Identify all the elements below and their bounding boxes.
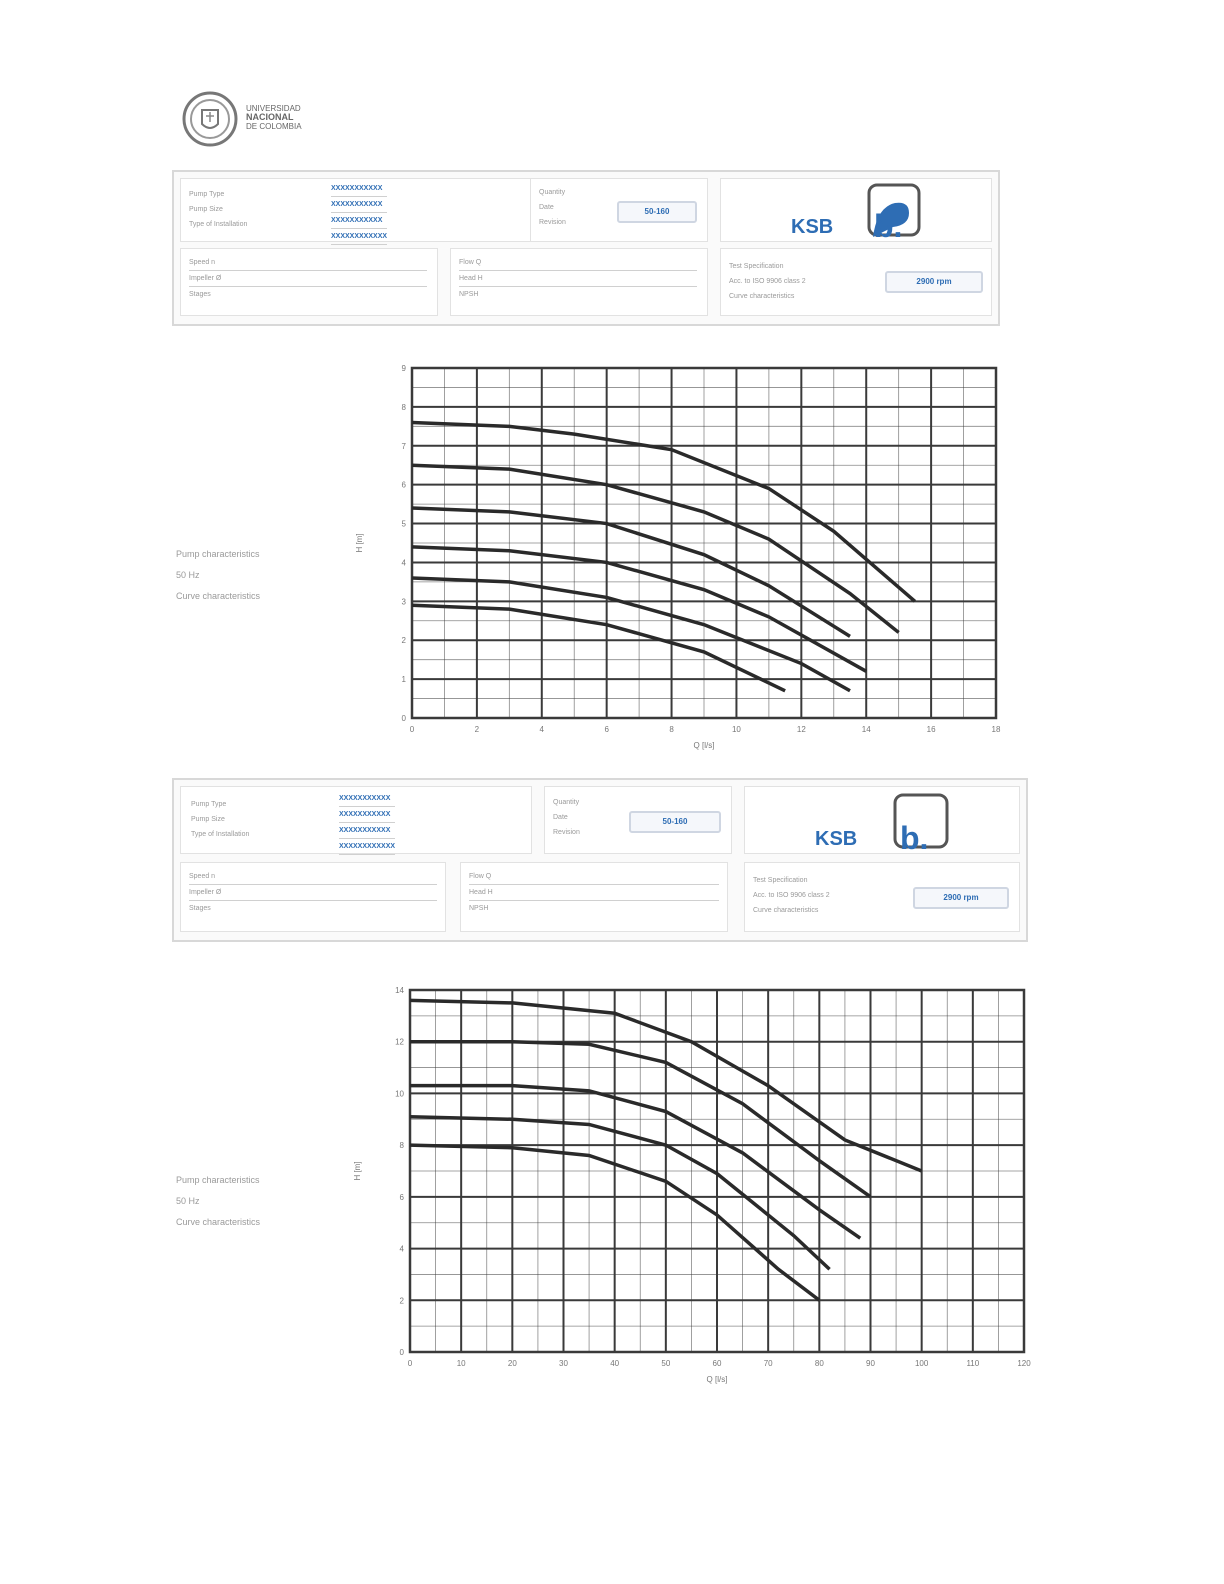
speed-value: 2900 rpm <box>913 887 1009 909</box>
field-label: Pump Type <box>191 801 227 808</box>
field-value: XXXXXXXXXXX <box>339 791 395 807</box>
brand-cell <box>744 786 1020 854</box>
series-line <box>412 605 785 691</box>
side-line: 50 Hz <box>176 1196 200 1206</box>
side-line: Pump characteristics <box>176 1175 260 1185</box>
svg-text:KSB: KSB <box>815 828 858 850</box>
note-label: Acc. to ISO 9906 class 2 <box>729 278 806 285</box>
y-axis-title: H [m] <box>355 533 364 553</box>
field-value: XXXXXXXXXXX <box>339 807 395 823</box>
operating-cell-1 <box>180 862 446 932</box>
side-line: Pump characteristics <box>176 549 260 559</box>
x-tick-label: 4 <box>539 725 545 734</box>
note-label: Acc. to ISO 9906 class 2 <box>753 892 830 899</box>
op-label: Speed n <box>189 869 437 885</box>
field-value: XXXXXXXXXXXX <box>339 839 395 855</box>
op-label: Head H <box>469 885 719 901</box>
y-tick-label: 6 <box>401 480 406 490</box>
op-label: Stages <box>189 291 211 298</box>
svg-text:KSB: KSB <box>791 216 834 238</box>
operating-cell-2 <box>450 248 708 316</box>
logo-line: UNIVERSIDAD <box>246 104 301 113</box>
logo-line: NACIONAL <box>246 112 294 122</box>
op-label: Impeller Ø <box>189 885 437 901</box>
x-tick-label: 0 <box>409 725 415 734</box>
pump-curve-chart-2 <box>340 972 1040 1392</box>
x-tick-label: 20 <box>507 1359 517 1368</box>
pump-curve-chart-1 <box>340 352 1020 752</box>
pump-info-cell <box>180 786 532 854</box>
seal-logo-icon <box>180 86 240 152</box>
ksb-logo-icon <box>721 179 991 241</box>
y-tick-label: 0 <box>401 714 406 723</box>
x-tick-label: 50 <box>661 1359 671 1368</box>
field-value: XXXXXXXXXXXX <box>331 229 387 245</box>
chart-side-label-2 <box>176 1170 260 1233</box>
op-label: Impeller Ø <box>189 271 427 287</box>
qty-label: Revision <box>539 219 566 226</box>
field-label: Type of Installation <box>189 221 248 228</box>
y-tick-label: 8 <box>401 402 406 412</box>
quantity-cell <box>544 786 732 854</box>
y-tick-label: 12 <box>395 1037 404 1047</box>
field-label: Pump Size <box>191 816 225 823</box>
y-tick-label: 1 <box>401 675 406 685</box>
x-tick-label: 100 <box>914 1359 929 1368</box>
qty-label: Quantity <box>553 799 580 806</box>
x-tick-label: 14 <box>861 725 871 734</box>
y-tick-label: 4 <box>401 558 406 568</box>
x-tick-label: 10 <box>456 1359 466 1368</box>
side-line: Curve characteristics <box>176 591 261 601</box>
y-tick-label: 2 <box>399 1296 404 1306</box>
x-tick-label: 10 <box>731 725 741 734</box>
field-value: XXXXXXXXXXX <box>331 197 387 213</box>
y-tick-label: 6 <box>399 1192 404 1202</box>
field-label: Type of Installation <box>191 831 250 838</box>
y-tick-label: 4 <box>399 1244 404 1254</box>
university-logo <box>180 86 350 152</box>
quantity-cell <box>530 178 708 242</box>
y-tick-label: 8 <box>399 1141 404 1151</box>
x-tick-label: 12 <box>796 725 806 734</box>
x-tick-label: 18 <box>991 725 1001 734</box>
svg-text:b.: b. <box>874 208 903 241</box>
x-tick-label: 40 <box>610 1359 620 1368</box>
x-tick-label: 2 <box>474 725 480 734</box>
y-tick-label: 9 <box>401 364 406 373</box>
quantity-value: 50-160 <box>617 201 697 223</box>
op-label: NPSH <box>459 291 479 298</box>
x-tick-label: 8 <box>669 725 674 734</box>
field-value: XXXXXXXXXXX <box>331 213 387 229</box>
y-tick-label: 2 <box>401 636 406 646</box>
datasheet-header-1 <box>172 170 1000 326</box>
side-line: 50 Hz <box>176 570 200 580</box>
qty-label: Revision <box>553 829 580 836</box>
note-label: Curve characteristics <box>729 293 795 300</box>
note-label: Test Specification <box>753 877 808 884</box>
field-label: Pump Type <box>189 191 225 198</box>
note-cell <box>744 862 1020 932</box>
x-axis-title: Q [l/s] <box>693 741 715 750</box>
x-tick-label: 120 <box>1017 1359 1031 1368</box>
side-line: Curve characteristics <box>176 1217 261 1227</box>
logo-line: DE COLOMBIA <box>246 122 302 131</box>
x-tick-label: 110 <box>966 1359 980 1368</box>
qty-label: Quantity <box>539 189 566 196</box>
note-cell <box>720 248 992 316</box>
x-tick-label: 70 <box>763 1359 773 1368</box>
op-label: Flow Q <box>459 255 697 271</box>
field-value: XXXXXXXXXXX <box>339 823 395 839</box>
op-label: Head H <box>459 271 697 287</box>
x-tick-label: 60 <box>712 1359 722 1368</box>
x-tick-label: 90 <box>866 1359 875 1368</box>
datasheet-header-2 <box>172 778 1028 942</box>
operating-cell-1 <box>180 248 438 316</box>
series-line <box>410 1117 830 1270</box>
field-label: Pump Size <box>189 206 223 213</box>
brand-cell <box>720 178 992 242</box>
x-axis-title: Q [l/s] <box>706 1375 728 1384</box>
y-tick-label: 0 <box>399 1348 404 1357</box>
op-label: NPSH <box>469 905 489 912</box>
op-label: Stages <box>189 905 211 912</box>
y-tick-label: 3 <box>401 597 406 607</box>
quantity-value: 50-160 <box>629 811 721 833</box>
note-label: Curve characteristics <box>753 907 819 914</box>
y-tick-label: 10 <box>395 1089 404 1099</box>
op-label: Speed n <box>189 255 427 271</box>
op-label: Flow Q <box>469 869 719 885</box>
series-line <box>410 1086 860 1239</box>
logo-text <box>246 104 302 131</box>
x-tick-label: 6 <box>604 725 609 734</box>
y-tick-label: 7 <box>401 441 406 451</box>
speed-value: 2900 rpm <box>885 271 983 293</box>
x-tick-label: 30 <box>559 1359 568 1368</box>
y-tick-label: 14 <box>395 986 404 995</box>
y-axis-title: H [m] <box>353 1161 362 1181</box>
svg-text:b.: b. <box>900 820 929 853</box>
qty-label: Date <box>539 204 554 211</box>
operating-cell-2 <box>460 862 728 932</box>
x-tick-label: 16 <box>926 725 936 734</box>
x-tick-label: 0 <box>407 1359 413 1368</box>
qty-label: Date <box>553 814 568 821</box>
field-value: XXXXXXXXXXX <box>331 181 387 197</box>
y-tick-label: 5 <box>401 519 406 529</box>
note-label: Test Specification <box>729 263 784 270</box>
ksb-logo-icon <box>745 787 1019 853</box>
chart-side-label-1 <box>176 544 260 607</box>
x-tick-label: 80 <box>814 1359 824 1368</box>
